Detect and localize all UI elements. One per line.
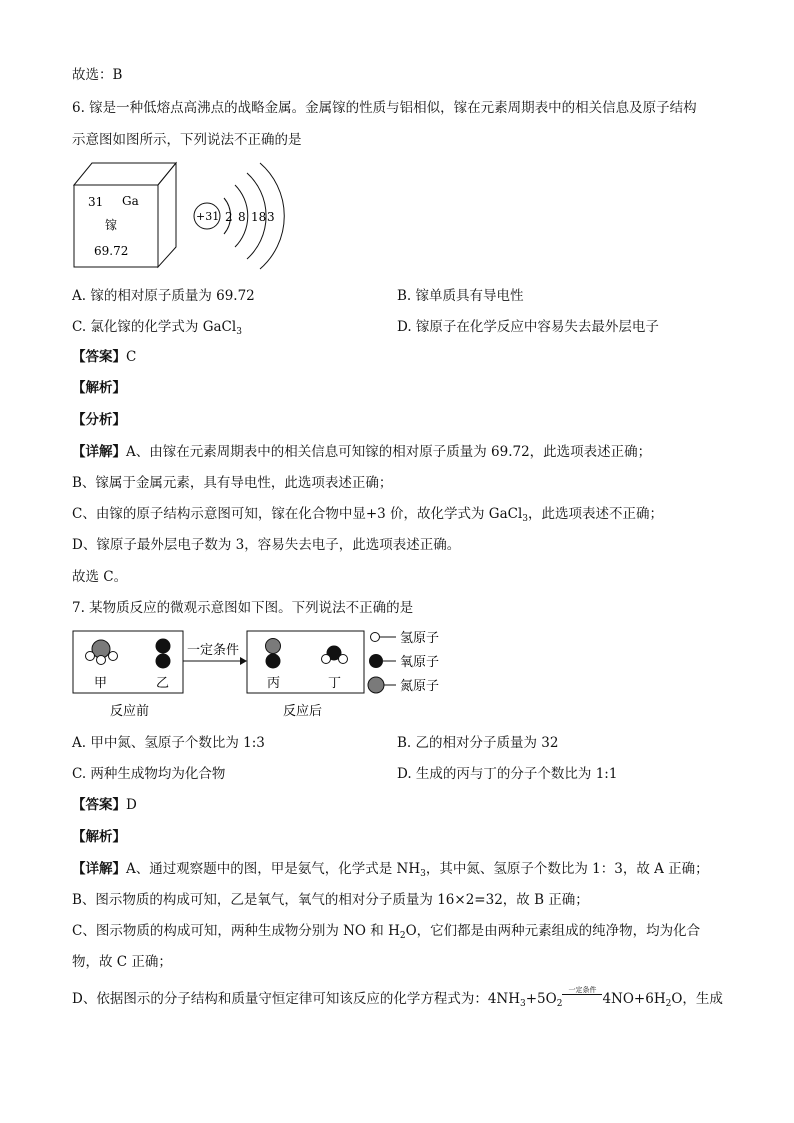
q6-detail-a: 【详解】A、由镓在元素周期表中的相关信息可知镓的相对原子质量为 69.72，此选项表述正确； bbox=[72, 444, 652, 460]
q6-option-a: A. 镓的相对原子质量为 69.72 bbox=[72, 288, 255, 304]
q7-option-c: C. 两种生成物均为化合物 bbox=[72, 766, 226, 782]
q6-analysis-label: 【解析】 bbox=[72, 380, 126, 396]
q6-detail-c: C、由镓的原子结构示意图可知，镓在化合物中显+3 价，故化学式为 GaCl$_3$，此选项表述不正确； bbox=[72, 506, 664, 524]
q7-detail-c: C、图示物质的构成可知，两种生成物分别为 NO 和 $H_2O$，它们都是由两种元素组成的纯净物，均为化合 bbox=[72, 923, 701, 941]
shell-1: 2 bbox=[225, 210, 233, 224]
shell-3: 18 bbox=[251, 210, 267, 224]
legend-oxygen: 氧原子 bbox=[400, 655, 440, 670]
q6-fenxi-label: 【分析】 bbox=[72, 412, 126, 428]
q6-answer: 【答案】C bbox=[72, 349, 137, 365]
label-ding: 丁 bbox=[328, 676, 342, 691]
q7-analysis-label: 【解析】 bbox=[72, 829, 126, 845]
atomic-mass: 69.72 bbox=[94, 244, 129, 258]
q6-detail-b: B、镓属于金属元素，具有导电性，此选项表述正确； bbox=[72, 475, 393, 491]
arrow-icon bbox=[240, 657, 247, 665]
legend bbox=[368, 631, 439, 694]
label-after: 反应后 bbox=[283, 704, 323, 719]
q6-option-d: D. 镓原子在化学反应中容易失去最外层电子 bbox=[397, 319, 659, 335]
atomic-structure-diagram bbox=[194, 163, 284, 269]
chemical-equation: $4NH_3+5O_2$ 一定条件 $4NO+6H_2O$，生成 bbox=[487, 986, 723, 1009]
element-symbol: Ga bbox=[122, 194, 139, 208]
q7-answer: 【答案】D bbox=[72, 797, 137, 813]
label-jia: 甲 bbox=[94, 676, 108, 691]
q7-detail-d: D、依据图示的分子结构和质量守恒定律可知该反应的化学方程式为：$4NH_3+5O_2$ 一定条件 $4NO+6H_2O$，生成 bbox=[72, 986, 723, 1009]
q7-detail-b: B、图示物质的构成可知，乙是氧气，氧气的相对分子质量为 16×2=32，故 B 正确； bbox=[72, 892, 589, 908]
q6-detail-d: D、镓原子最外层电子数为 3，容易失去电子，此选项表述正确。 bbox=[72, 537, 461, 553]
element-name: 镓 bbox=[105, 218, 118, 232]
label-yi: 乙 bbox=[156, 676, 170, 691]
q6-option-b: B. 镓单质具有导电性 bbox=[397, 288, 524, 304]
q7-option-d: D. 生成的丙与丁的分子个数比为 1:1 bbox=[397, 766, 618, 782]
periodic-table-cell bbox=[74, 163, 176, 267]
nucleus-charge: +31 bbox=[196, 210, 220, 223]
q6-conclusion: 故选 C。 bbox=[72, 569, 128, 585]
equation-condition: 一定条件 bbox=[562, 990, 602, 1008]
q6-stem-line1: 6. 镓是一种低熔点高沸点的战略金属。金属镓的性质与铝相似，镓在元素周期表中的相关信息及原子结构 bbox=[72, 100, 697, 116]
q7-option-b: B. 乙的相对分子质量为 32 bbox=[397, 735, 559, 751]
q7-stem: 7. 某物质反应的微观示意图如下图。下列说法不正确的是 bbox=[72, 600, 414, 616]
label-bing: 丙 bbox=[267, 676, 281, 691]
label-before: 反应前 bbox=[110, 704, 150, 719]
legend-nitrogen: 氮原子 bbox=[400, 679, 440, 694]
q7-reaction-diagram bbox=[70, 624, 460, 720]
q7-option-a: A. 甲中氮、氢原子个数比为 1:3 bbox=[72, 735, 265, 751]
shell-4: 3 bbox=[267, 210, 275, 224]
legend-hydrogen: 氢原子 bbox=[400, 631, 440, 646]
atomic-number: 31 bbox=[88, 195, 104, 209]
q6-stem-line2: 示意图如图所示，下列说法不正确的是 bbox=[72, 132, 302, 148]
q6-figure bbox=[70, 155, 290, 275]
q7-detail-c-cont: 物，故 C 正确； bbox=[72, 954, 172, 970]
shell-2: 8 bbox=[238, 210, 246, 224]
q7-detail-a: 【详解】A、通过观察题中的图，甲是氨气，化学式是 $NH_3$，其中氮、氢原子个数比为 1：3，故 A 正确； bbox=[72, 861, 709, 879]
q6-option-c: C. 氯化镓的化学式为 GaCl$_3$ bbox=[72, 319, 242, 337]
previous-answer: 故选：B bbox=[72, 67, 123, 83]
reaction-condition: 一定条件 bbox=[187, 643, 240, 658]
